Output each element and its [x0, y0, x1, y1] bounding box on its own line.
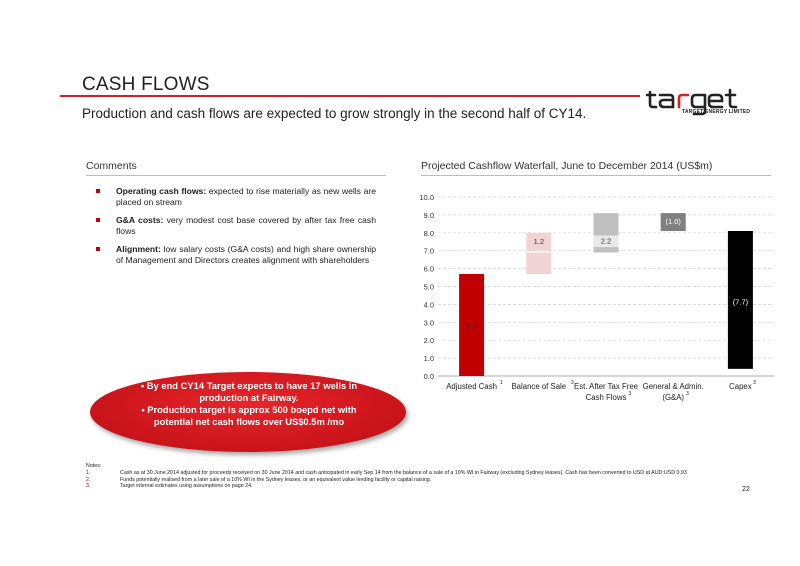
y-tick-label: 3.0: [423, 318, 434, 328]
data-label: 5.7: [466, 322, 477, 332]
notes-heading: Notes:: [86, 463, 102, 469]
bullet-square-icon: [96, 247, 100, 251]
waterfall-bar: [526, 252, 551, 273]
x-tick-label: Cash Flows: [585, 393, 627, 402]
comment-label: Operating cash flows:: [116, 186, 207, 196]
comments-list: [96, 186, 376, 273]
data-label: 2.2: [600, 236, 612, 246]
logo-tagline: TARGET ENERGY LIMITED: [682, 109, 751, 115]
callout-line: • Production target is approx 500 boepd net with: [141, 404, 357, 415]
comment-text: low salary costs (G&A costs) and high share ownership of Management and Directors creates alignment with shareholders: [116, 244, 376, 265]
page-title: CASH FLOWS: [82, 74, 210, 95]
y-tick-label: 10.0: [419, 193, 434, 202]
comment-item: [96, 186, 376, 207]
y-tick-label: 9.0: [423, 210, 434, 220]
x-tick-label: General & Admin.: [642, 382, 704, 391]
callout-line: • By end CY14 Target expects to have 17 wells in: [140, 380, 358, 391]
comments-heading: Comments: [86, 160, 137, 172]
y-tick-label: 2.0: [423, 336, 434, 346]
y-tick-label: 7.0: [423, 246, 434, 256]
callout-line: potential net cash flows over US$0.5m /mo: [153, 416, 345, 427]
page-subtitle: Production and cash flows are expected to grow strongly in the second half of CY14.: [82, 106, 587, 121]
note-number: 2.: [86, 476, 91, 483]
bullet-square-icon: [96, 189, 100, 193]
y-tick-label: 1.0: [423, 354, 434, 364]
footnote-ref: 1: [499, 380, 503, 386]
footnote-ref: 3: [753, 380, 756, 386]
bullet-square-icon: [96, 218, 100, 222]
note-item: [86, 477, 766, 484]
comment-item: [96, 244, 376, 265]
comments-divider: [86, 175, 386, 176]
comment-text: expected to rise materially as new wells are placed on stream: [116, 186, 376, 207]
x-tick-label: Capex: [729, 382, 752, 391]
y-tick-label: 8.0: [423, 228, 434, 238]
note-text: Funds potentially realised from a later sale of a 10% WI in the Sydney leases, or an equivalent value lending facility or capital raising.: [120, 476, 432, 483]
comment-label: Alignment:: [116, 244, 161, 254]
note-number: 1.: [86, 469, 91, 476]
target-logo: [646, 86, 770, 122]
notes-section: [86, 463, 766, 490]
title-divider: [60, 95, 640, 97]
comment-label: G&A costs:: [116, 215, 164, 225]
x-tick-label: Balance of Sale: [511, 382, 567, 391]
chart-divider: [421, 175, 771, 176]
y-tick-label: 4.0: [423, 300, 434, 310]
y-tick-label: 6.0: [423, 264, 434, 274]
note-item: [86, 470, 766, 477]
page-number: 22: [742, 486, 750, 493]
data-label: 1.2: [533, 236, 545, 246]
note-text: Target internal estimates using assumptions on page 24.: [120, 483, 253, 490]
note-text: Cash as at 30 June 2014 adjusted for proceeds received on 30 June 2014 and cash anticipated in early Sep 14 from the balance of a sale of a 10% WI in Fairway (excluding Sydney leases). Cash has been converted to USD at AUD:USD 0.93: [120, 469, 687, 476]
note-item: [86, 483, 766, 490]
footnote-ref: 2: [571, 380, 574, 386]
callout-text: [130, 380, 368, 428]
comment-item: [96, 215, 376, 236]
data-label: (1.0): [665, 216, 681, 226]
x-tick-label: Adjusted Cash: [446, 382, 497, 391]
data-label: (7.7): [732, 297, 749, 307]
chart-heading: Projected Cashflow Waterfall, June to December 2014 (US$m): [421, 160, 713, 172]
footnote-ref: 3: [628, 391, 632, 397]
comment-text: very modest cost base covered by after tax free cash flows: [116, 215, 376, 236]
footnote-ref: 3: [685, 391, 689, 397]
callout-line: production at Fairway.: [199, 392, 299, 403]
x-tick-label: Est. After Tax Free: [574, 382, 638, 391]
note-number: 3.: [86, 483, 91, 490]
x-tick-label: (G&A): [662, 393, 685, 402]
waterfall-chart: [410, 185, 780, 410]
y-tick-label: 5.0: [423, 282, 434, 292]
y-tick-label: 0.0: [423, 372, 434, 381]
